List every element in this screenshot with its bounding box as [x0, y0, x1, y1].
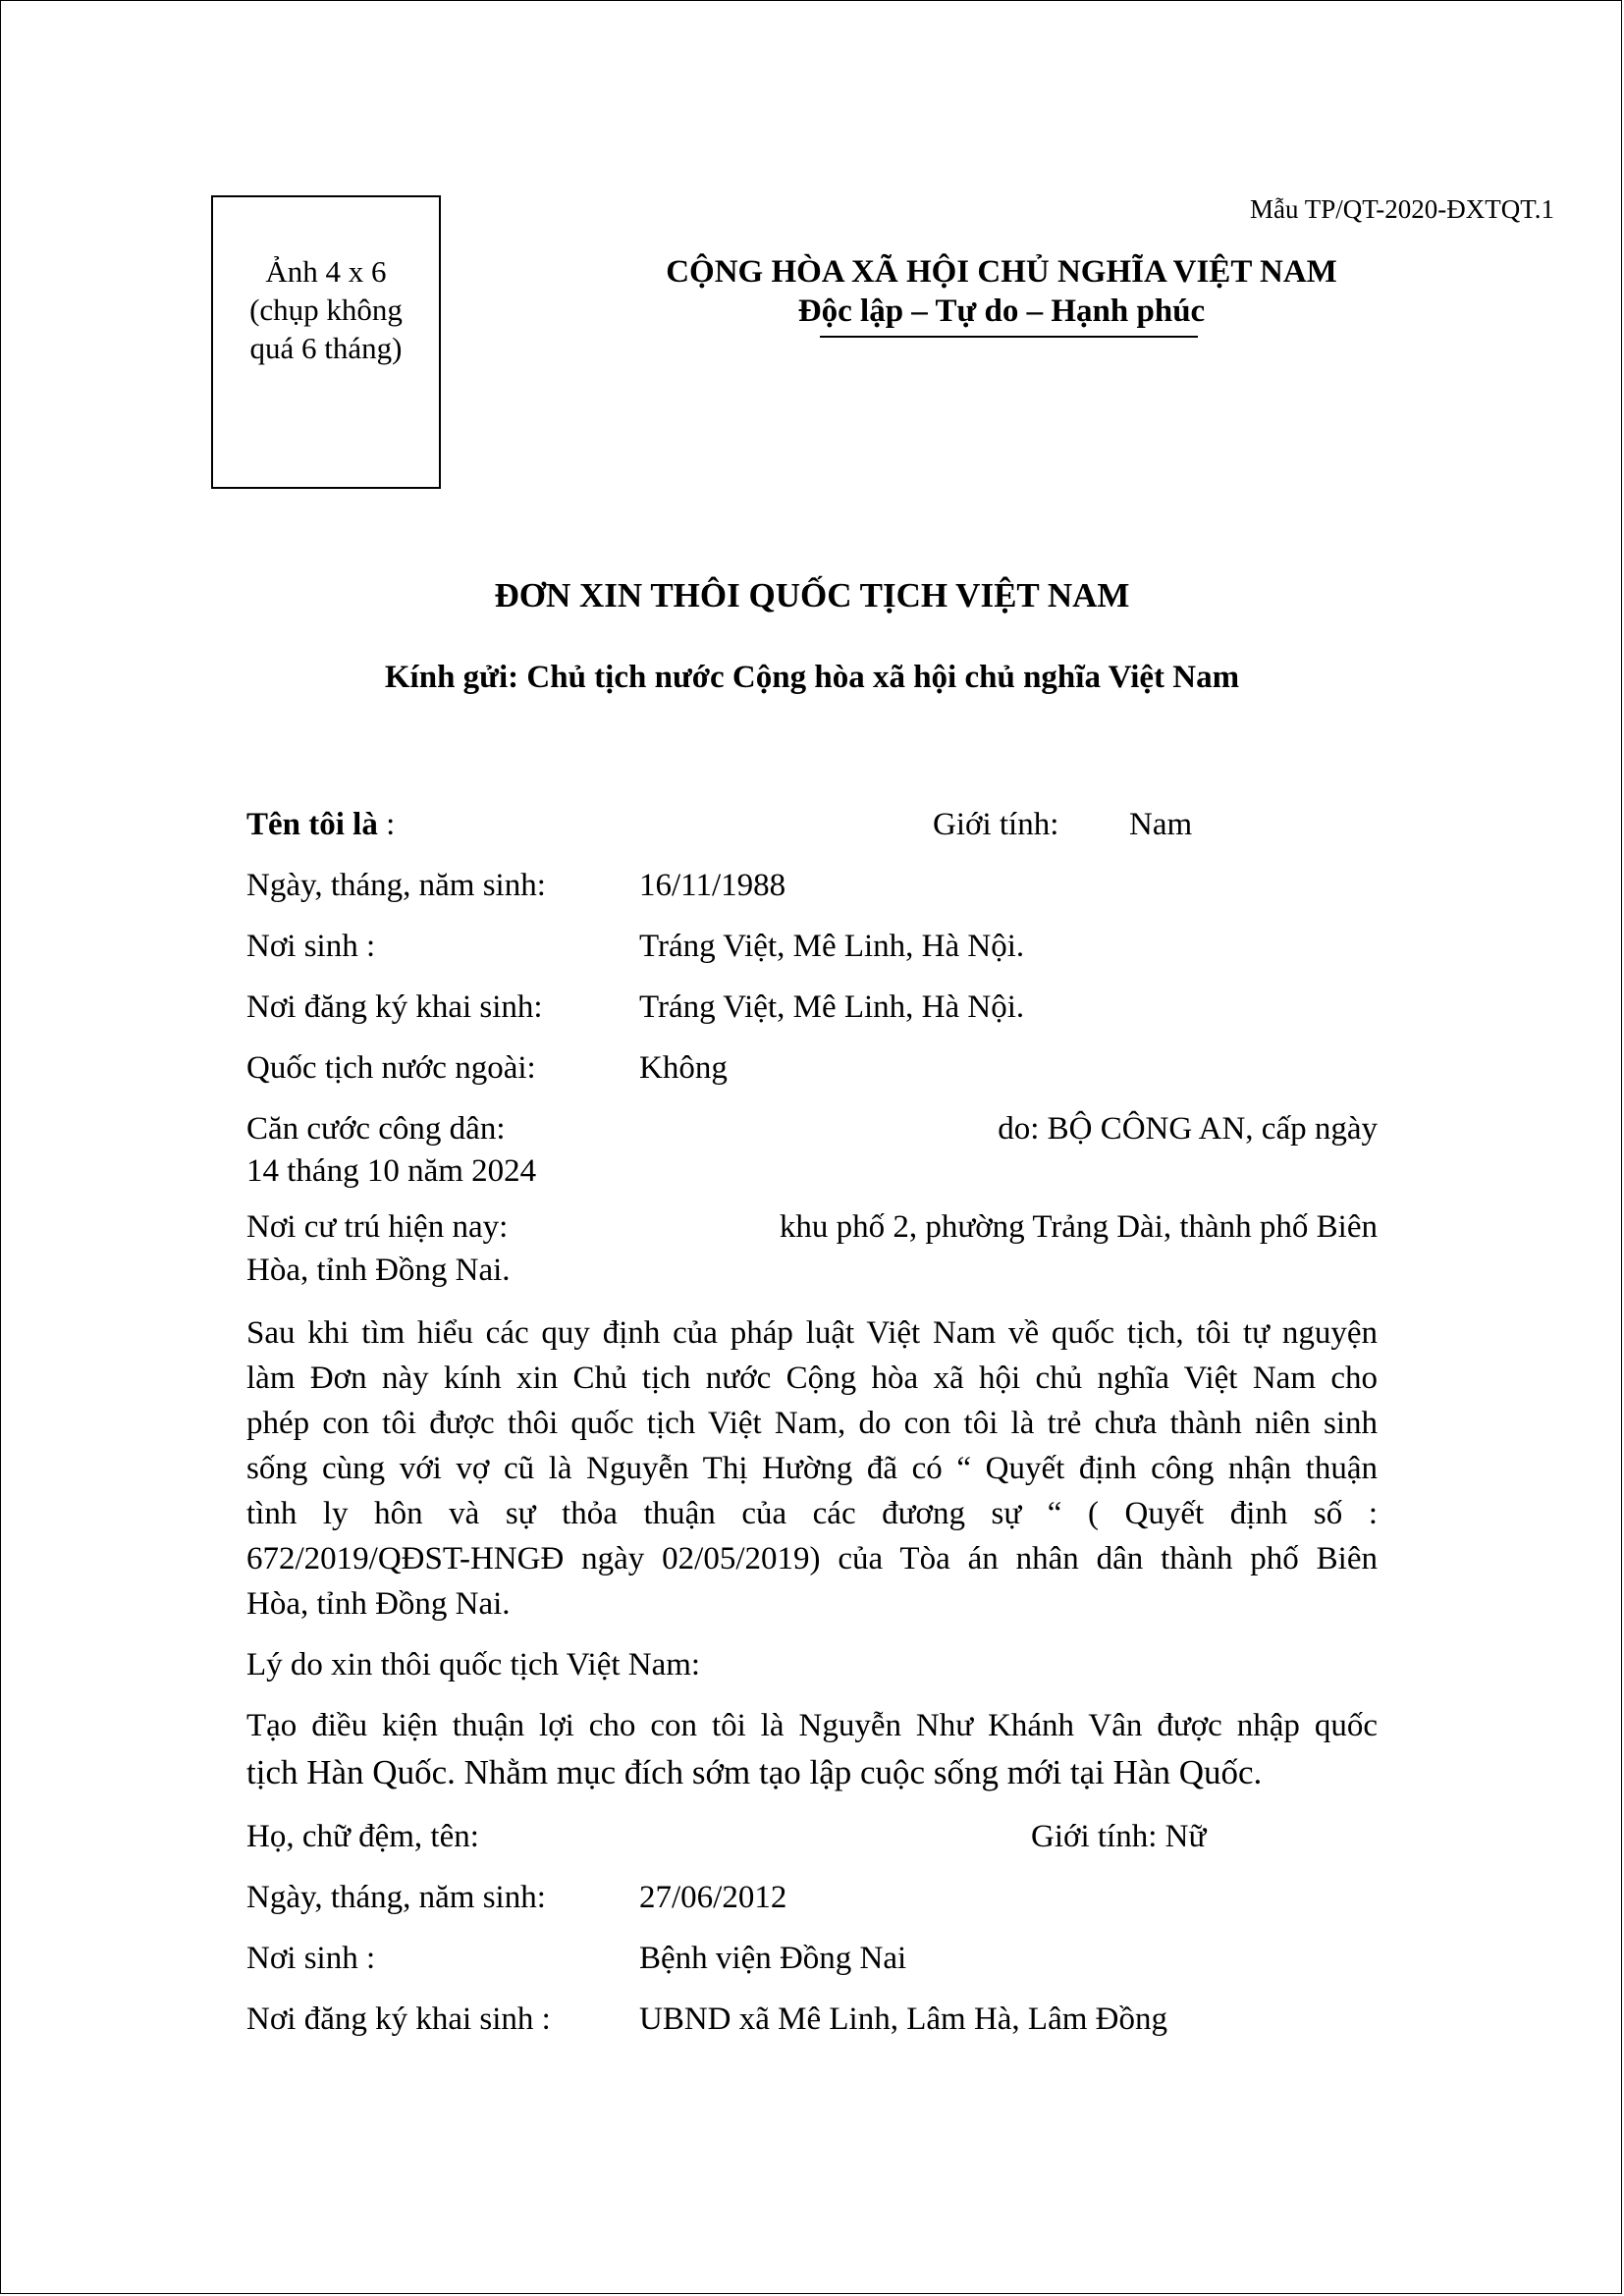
- field-label: Nơi đăng ký khai sinh:: [246, 989, 543, 1025]
- national-header: [589, 252, 1414, 331]
- field-label: Nơi sinh :: [246, 929, 376, 964]
- form-code: Mẫu TP/QT-2020-ĐXTQT.1: [1250, 194, 1554, 224]
- applicant-id-label: Căn cước công dân:: [246, 1111, 506, 1147]
- applicant-gender-value: Nam: [1129, 807, 1193, 842]
- applicant-birthplace-row: [246, 929, 1025, 965]
- applicant-id-issuer: do: BỘ CÔNG AN, cấp ngày: [998, 1111, 1378, 1147]
- child-birth-registration-row: [246, 2002, 1167, 2038]
- applicant-name-row: [246, 807, 395, 843]
- statement-line: Sau khi tìm hiểu các quy định của pháp luật Việt Nam về quốc tịch, tôi tự nguyện: [246, 1315, 1378, 1351]
- statement-line: làm Đơn này kính xin Chủ tịch nước Cộng hòa xã hội chủ nghĩa Việt Nam cho: [246, 1361, 1378, 1396]
- document-title: ĐƠN XIN THÔI QUỐC TỊCH VIỆT NAM: [494, 576, 1130, 614]
- statement-line: phép con tôi được thôi quốc tịch Việt Nam, do con tôi là trẻ chưa thành niên sinh: [246, 1406, 1378, 1441]
- field-value: 27/06/2012: [639, 1880, 787, 1915]
- applicant-residence-label: Nơi cư trú hiện nay:: [246, 1209, 509, 1245]
- applicant-residence-line: Hòa, tỉnh Đồng Nai.: [246, 1253, 511, 1288]
- statement-line: tình ly hôn và sự thỏa thuận của các đương sự “ ( Quyết định số :: [246, 1496, 1378, 1531]
- field-value: UBND xã Mê Linh, Lâm Hà, Lâm Đồng: [639, 2002, 1167, 2037]
- child-dob-row: [246, 1880, 787, 1916]
- field-value: Tráng Việt, Mê Linh, Hà Nội.: [639, 929, 1025, 964]
- child-name-label: Họ, chữ đệm, tên:: [246, 1819, 479, 1854]
- photo-label-line: (chụp không: [249, 293, 403, 327]
- applicant-foreign-nationality-row: [246, 1050, 728, 1087]
- reason-line: Tạo điều kiện thuận lợi cho con tôi là Nguyễn Như Khánh Vân được nhập quốc: [246, 1708, 1378, 1743]
- statement-line: sống cùng với vợ cũ là Nguyễn Thị Hường đã có “ Quyết định công nhận thuận: [246, 1451, 1378, 1486]
- nation-name: CỘNG HÒA XÃ HỘI CHỦ NGHĨA VIỆT NAM: [666, 254, 1337, 290]
- applicant-gender-label: Giới tính:: [933, 807, 1059, 842]
- field-label: Quốc tịch nước ngoài:: [246, 1050, 536, 1086]
- photo-label-line: Ảnh 4 x 6: [265, 254, 387, 289]
- statement-line: 672/2019/QĐST-HNGĐ ngày 02/05/2019) của Tòa án nhân dân thành phố Biên: [246, 1541, 1378, 1576]
- field-label: Nơi sinh :: [246, 1941, 376, 1976]
- field-value: Bệnh viện Đồng Nai: [639, 1941, 907, 1976]
- child-birthplace-row: [246, 1941, 907, 1977]
- field-label: Nơi đăng ký khai sinh :: [246, 2002, 551, 2037]
- applicant-residence-line: khu phố 2, phường Trảng Dài, thành phố Biên: [779, 1209, 1378, 1245]
- reason-line: tịch Hàn Quốc. Nhằm mục đích sớm tạo lập cuộc sống mới tại Hàn Quốc.: [246, 1753, 1263, 1791]
- field-value: 16/11/1988: [639, 868, 786, 903]
- field-value: Không: [639, 1050, 728, 1086]
- applicant-name-colon: :: [377, 807, 396, 842]
- motto-underline: [820, 336, 1198, 338]
- applicant-birth-registration-row: [246, 989, 1025, 1026]
- national-motto: Độc lập – Tự do – Hạnh phúc: [797, 294, 1206, 329]
- recipient-line: Kính gửi: Chủ tịch nước Cộng hòa xã hội chủ nghĩa Việt Nam: [384, 660, 1240, 695]
- statement-line: Hòa, tỉnh Đồng Nai.: [246, 1586, 511, 1622]
- photo-placeholder-box: [211, 195, 441, 489]
- field-label: Ngày, tháng, năm sinh:: [246, 1880, 546, 1915]
- field-label: Ngày, tháng, năm sinh:: [246, 868, 546, 903]
- child-gender: Giới tính: Nữ: [1031, 1819, 1207, 1854]
- reason-label: Lý do xin thôi quốc tịch Việt Nam:: [246, 1647, 701, 1682]
- applicant-name-label: Tên tôi là: [246, 807, 378, 842]
- applicant-dob-row: [246, 868, 786, 904]
- field-value: Tráng Việt, Mê Linh, Hà Nội.: [639, 989, 1025, 1025]
- photo-label-line: quá 6 tháng): [249, 331, 403, 365]
- applicant-id-date: 14 tháng 10 năm 2024: [246, 1153, 537, 1189]
